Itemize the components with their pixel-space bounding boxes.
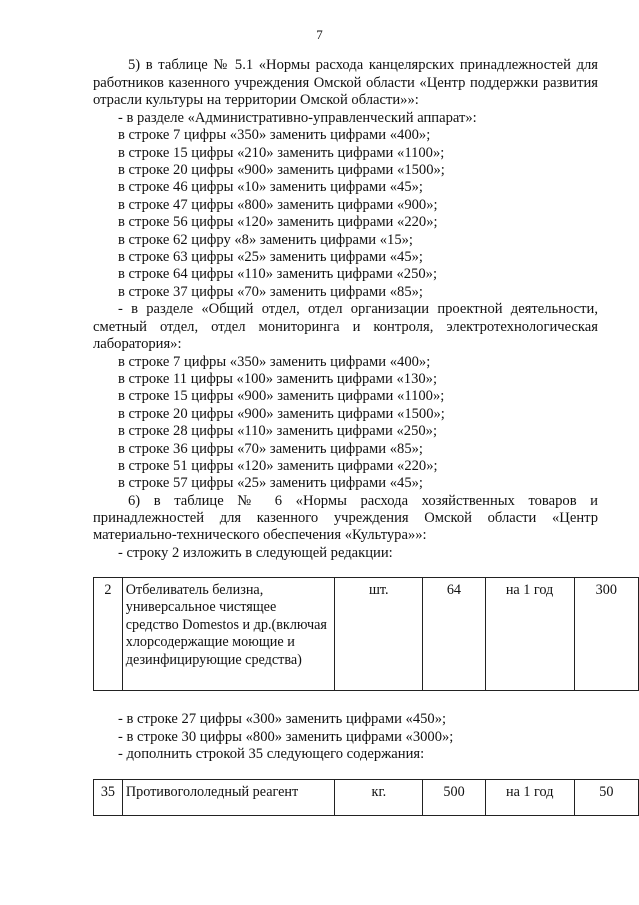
item-name-cell: Противогололедный реагент — [122, 780, 335, 816]
row-number-cell: 35 — [94, 780, 123, 816]
table-row — [94, 578, 639, 691]
section1-item: в строке 46 цифры «10» заменить цифрами «45»; — [118, 179, 423, 195]
period-cell: на 1 год — [485, 578, 574, 691]
para6-line3: материально-технического обеспечения «Культура»»: — [93, 527, 427, 543]
section2-heading-line1: - в разделе «Общий отдел, отдел организации проектной деятельности, — [118, 301, 598, 317]
section2-item: в строке 15 цифры «900» заменить цифрами «1100»; — [118, 388, 445, 404]
para6-instruction: - строку 2 изложить в следующей редакции: — [118, 545, 393, 561]
section2-heading-line2: сметный отдел, отдел мониторинга и контроля, электротехнологическая — [93, 319, 598, 335]
section1-item: в строке 64 цифры «110» заменить цифрами «250»; — [118, 266, 438, 282]
section2-heading-line3: лаборатория»: — [93, 336, 182, 352]
period-cell: на 1 год — [485, 780, 574, 816]
section1-item: в строке 37 цифры «70» заменить цифрами «85»; — [118, 284, 423, 300]
after-table-line: - дополнить строкой 35 следующего содержания: — [118, 746, 425, 762]
para5-line1: 5) в таблице № 5.1 «Нормы расхода канцелярских принадлежностей для — [128, 57, 598, 73]
section2-item: в строке 51 цифры «120» заменить цифрами «220»; — [118, 458, 438, 474]
para5-line3: отрасли культуры на территории Омской области»»: — [93, 92, 419, 108]
price-cell: 300 — [574, 578, 638, 691]
quantity-cell: 500 — [423, 780, 485, 816]
section1-item: в строке 20 цифры «900» заменить цифрами «1500»; — [118, 162, 445, 178]
page-number: 7 — [316, 27, 323, 42]
replacement-table-row2 — [93, 577, 639, 691]
item-name-cell: Отбеливатель белизна, универсальное чистящее средство Domestos и др.(включая хлорсодержащие моющие и дезинфицирующие средства) — [122, 578, 335, 691]
section1-item: в строке 62 цифру «8» заменить цифрами «15»; — [118, 232, 413, 248]
section1-item: в строке 7 цифры «350» заменить цифрами «400»; — [118, 127, 431, 143]
unit-cell: кг. — [335, 780, 423, 816]
row-number-cell: 2 — [94, 578, 123, 691]
section2-item: в строке 11 цифры «100» заменить цифрами «130»; — [118, 371, 438, 387]
section1-item: в строке 47 цифры «800» заменить цифрами «900»; — [118, 197, 438, 213]
para5-line2: работников казенного учреждения Омской области «Центр поддержки развития — [93, 75, 598, 91]
added-table-row35 — [93, 779, 639, 816]
section2-item: в строке 57 цифры «25» заменить цифрами «45»; — [118, 475, 423, 491]
section2-item: в строке 36 цифры «70» заменить цифрами «85»; — [118, 441, 423, 457]
quantity-cell: 64 — [423, 578, 485, 691]
section1-item: в строке 56 цифры «120» заменить цифрами «220»; — [118, 214, 438, 230]
after-table-line: - в строке 30 цифры «800» заменить цифрами «3000»; — [118, 729, 454, 745]
table-row — [94, 780, 639, 816]
section1-item: в строке 15 цифры «210» заменить цифрами «1100»; — [118, 145, 445, 161]
after-table-line: - в строке 27 цифры «300» заменить цифрами «450»; — [118, 711, 447, 727]
section1-heading: - в разделе «Административно-управленческий аппарат»: — [118, 110, 477, 126]
para6-line2: принадлежностей для казенного учреждения Омской области «Центр — [93, 510, 598, 526]
section2-item: в строке 28 цифры «110» заменить цифрами «250»; — [118, 423, 438, 439]
para6-line1: 6) в таблице № 6 «Нормы расхода хозяйственных товаров и — [128, 493, 598, 509]
price-cell: 50 — [574, 780, 638, 816]
section2-item: в строке 20 цифры «900» заменить цифрами «1500»; — [118, 406, 445, 422]
unit-cell: шт. — [335, 578, 423, 691]
section2-item: в строке 7 цифры «350» заменить цифрами «400»; — [118, 354, 431, 370]
section1-item: в строке 63 цифры «25» заменить цифрами «45»; — [118, 249, 423, 265]
